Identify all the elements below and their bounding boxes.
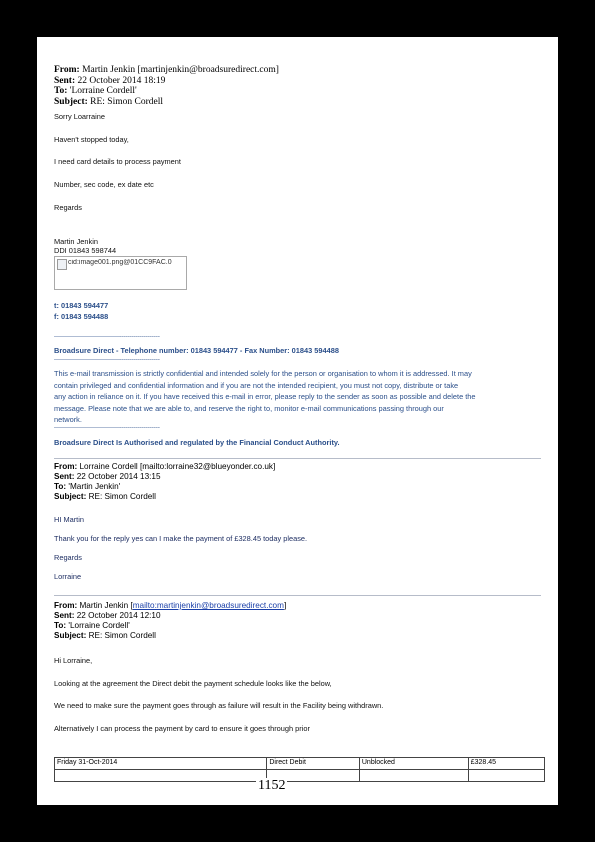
- disclaimer-line: This e-mail transmission is strictly confidential and intended solely for the person or organisation to whom it is addressed. It may: [54, 369, 472, 378]
- document-page: [37, 37, 558, 805]
- sent-label: Sent:: [54, 75, 76, 86]
- to-value: 'Lorraine Cordell': [68, 621, 130, 630]
- disclaimer-line: any action in reliance on it. If you have received this e-mail in error, please reply to the sender as soon as possible and delete the: [54, 392, 476, 402]
- empty-cell: [55, 770, 267, 782]
- schedule-amount: £328.45: [468, 758, 544, 770]
- email3-header: [54, 601, 286, 641]
- to-label: To:: [54, 621, 67, 630]
- email-divider: [54, 458, 541, 459]
- dashed-separator: -----------------------------------------------------: [54, 425, 160, 431]
- email-divider: [54, 595, 541, 596]
- email1-body-line: Regards: [54, 203, 82, 212]
- sent-value: 22 October 2014 13:15: [76, 472, 161, 481]
- empty-cell: [359, 770, 468, 782]
- disclaimer-line: contain privileged and confidential information and if you are not the intended recipient, you must not copy, distribute or take: [54, 380, 459, 390]
- subject-label: Subject:: [54, 631, 87, 640]
- schedule-date: Friday 31-Oct-2014: [55, 758, 267, 770]
- to-label: To:: [54, 482, 67, 491]
- disclaimer-line: message. Please note that we are able to, and reserve the right to, monitor e-mail communications passing through our: [54, 403, 444, 413]
- company-contact-line: Broadsure Direct - Telephone number: 01843 594477 - Fax Number: 01843 594488: [54, 346, 339, 355]
- sent-label: Sent:: [54, 611, 75, 620]
- email1-header: [54, 65, 279, 107]
- signature-name: Martin Jenkin: [54, 237, 98, 246]
- empty-cell: [468, 770, 544, 782]
- subject-value: RE: Simon Cordell: [88, 631, 156, 640]
- fax-number: f: 01843 594488: [54, 312, 109, 321]
- disclaimer-line: network.: [54, 415, 82, 425]
- broken-image: [54, 256, 187, 290]
- email3-paragraph: Alternatively I can process the payment by card to ensure it goes through prior: [54, 724, 310, 733]
- payment-schedule-table: [54, 757, 545, 782]
- from-value: Lorraine Cordell [mailto:lorraine32@blueyonder.co.uk]: [79, 462, 276, 471]
- from-label: From:: [54, 462, 78, 471]
- table-row: [55, 770, 545, 782]
- dashed-separator: -----------------------------------------------------: [54, 357, 160, 363]
- email1-body-line: Sorry Loarraine: [54, 112, 105, 121]
- disclaimer: [54, 368, 476, 426]
- dashed-separator: -----------------------------------------------------: [54, 334, 160, 340]
- email1-body-line: Haven't stopped today,: [54, 135, 129, 144]
- to-value: 'Lorraine Cordell': [69, 86, 137, 96]
- subject-value: RE: Simon Cordell: [88, 492, 156, 501]
- email3-greeting: Hi Lorraine,: [54, 656, 93, 665]
- to-label: To:: [54, 86, 68, 96]
- from-value: Martin Jenkin [martinjenkin@broadsuredirect.com]: [82, 65, 279, 75]
- email3-paragraph: Looking at the agreement the Direct debit the payment schedule looks like the below,: [54, 679, 332, 688]
- subject-label: Subject:: [54, 96, 88, 107]
- phone-number: t: 01843 594477: [54, 301, 109, 310]
- from-close: ]: [283, 601, 287, 610]
- email1-body-line: I need card details to process payment: [54, 157, 181, 166]
- email1-body-line: Number, sec code, ex date etc: [54, 180, 154, 189]
- email3-paragraph: We need to make sure the payment goes through as failure will result in the Facility being withdrawn.: [54, 701, 384, 710]
- regulatory-statement: Broadsure Direct Is Authorised and regulated by the Financial Conduct Authority.: [54, 438, 340, 447]
- signature-ddi: DDI 01843 598744: [54, 246, 117, 255]
- sent-value: 22 October 2014 18:19: [77, 75, 166, 86]
- email2-regards: Regards: [54, 553, 82, 562]
- sent-label: Sent:: [54, 472, 75, 481]
- from-label: From:: [54, 65, 80, 75]
- from-label: From:: [54, 601, 78, 610]
- from-name: Martin Jenkin [: [79, 601, 133, 610]
- schedule-status: Unblocked: [359, 758, 468, 770]
- to-value: 'Martin Jenkin': [68, 482, 121, 491]
- email2-body: Thank you for the reply yes can I make the payment of £328.45 today please.: [54, 534, 308, 543]
- email2-header: [54, 462, 275, 502]
- schedule-method: Direct Debit: [267, 758, 360, 770]
- page-number: 1152: [258, 778, 286, 793]
- subject-value: RE: Simon Cordell: [90, 96, 163, 107]
- broken-image-icon: [57, 259, 67, 270]
- image-alt-text: cid:image001.png@01CC9FAC.0: [68, 259, 172, 266]
- sent-value: 22 October 2014 12:10: [76, 611, 161, 620]
- email2-greeting: HI Martin: [54, 515, 84, 524]
- table-row: [55, 758, 545, 770]
- subject-label: Subject:: [54, 492, 87, 501]
- mailto-link[interactable]: mailto:martinjenkin@broadsuredirect.com: [132, 601, 284, 610]
- email2-name: Lorraine: [54, 572, 82, 581]
